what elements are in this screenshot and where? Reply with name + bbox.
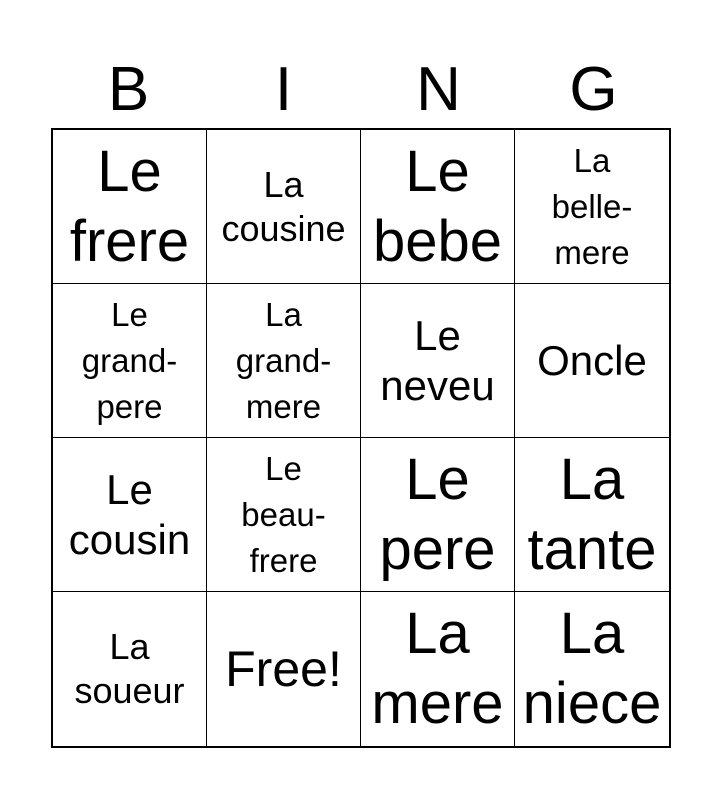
- cell-label: La belle- mere: [551, 141, 633, 271]
- cell-label: La tante: [527, 446, 657, 582]
- bingo-cell-r3c2[interactable]: [207, 438, 361, 592]
- cell-label: Le beau- frere: [241, 449, 326, 579]
- bingo-cell-r3c1[interactable]: [53, 438, 207, 592]
- cell-label: La soueur: [74, 626, 185, 711]
- cell-label: La mere: [371, 601, 504, 736]
- bingo-cell-r2c1[interactable]: [53, 284, 207, 438]
- bingo-cell-r1c1[interactable]: [53, 130, 207, 284]
- bingo-cell-r4c4[interactable]: [515, 592, 669, 746]
- bingo-header: [51, 52, 671, 128]
- header-letter-i: I: [274, 55, 293, 124]
- bingo-cell-r4c2[interactable]: [207, 592, 361, 746]
- header-letter-n: N: [416, 55, 461, 124]
- cell-label: La cousine: [221, 163, 346, 249]
- cell-label: La niece: [522, 601, 662, 736]
- bingo-cell-r1c3[interactable]: [361, 130, 515, 284]
- cell-label: Le pere: [379, 446, 496, 582]
- bingo-cell-r1c4[interactable]: [515, 130, 669, 284]
- bingo-cell-r2c2[interactable]: [207, 284, 361, 438]
- cell-label: Le grand- pere: [81, 295, 178, 425]
- cell-label: Oncle: [537, 336, 647, 384]
- bingo-cell-r3c3[interactable]: [361, 438, 515, 592]
- bingo-cell-r3c4[interactable]: [515, 438, 669, 592]
- bingo-cell-r2c3[interactable]: [361, 284, 515, 438]
- bingo-board: [51, 128, 671, 748]
- cell-label: La grand- mere: [235, 295, 332, 425]
- bingo-cell-r4c3[interactable]: [361, 592, 515, 746]
- cell-label: Le frere: [69, 138, 190, 274]
- header-letter-b: B: [107, 55, 150, 124]
- cell-label: Le cousin: [68, 465, 191, 563]
- header-letter-g: G: [569, 55, 618, 124]
- bingo-cell-r1c2[interactable]: [207, 130, 361, 284]
- bingo-cell-r4c1[interactable]: [53, 592, 207, 746]
- cell-label: Le bebe: [372, 138, 503, 274]
- bingo-cell-r2c4[interactable]: [515, 284, 669, 438]
- free-space-label: Free!: [225, 641, 342, 697]
- cell-label: Le neveu: [380, 311, 495, 409]
